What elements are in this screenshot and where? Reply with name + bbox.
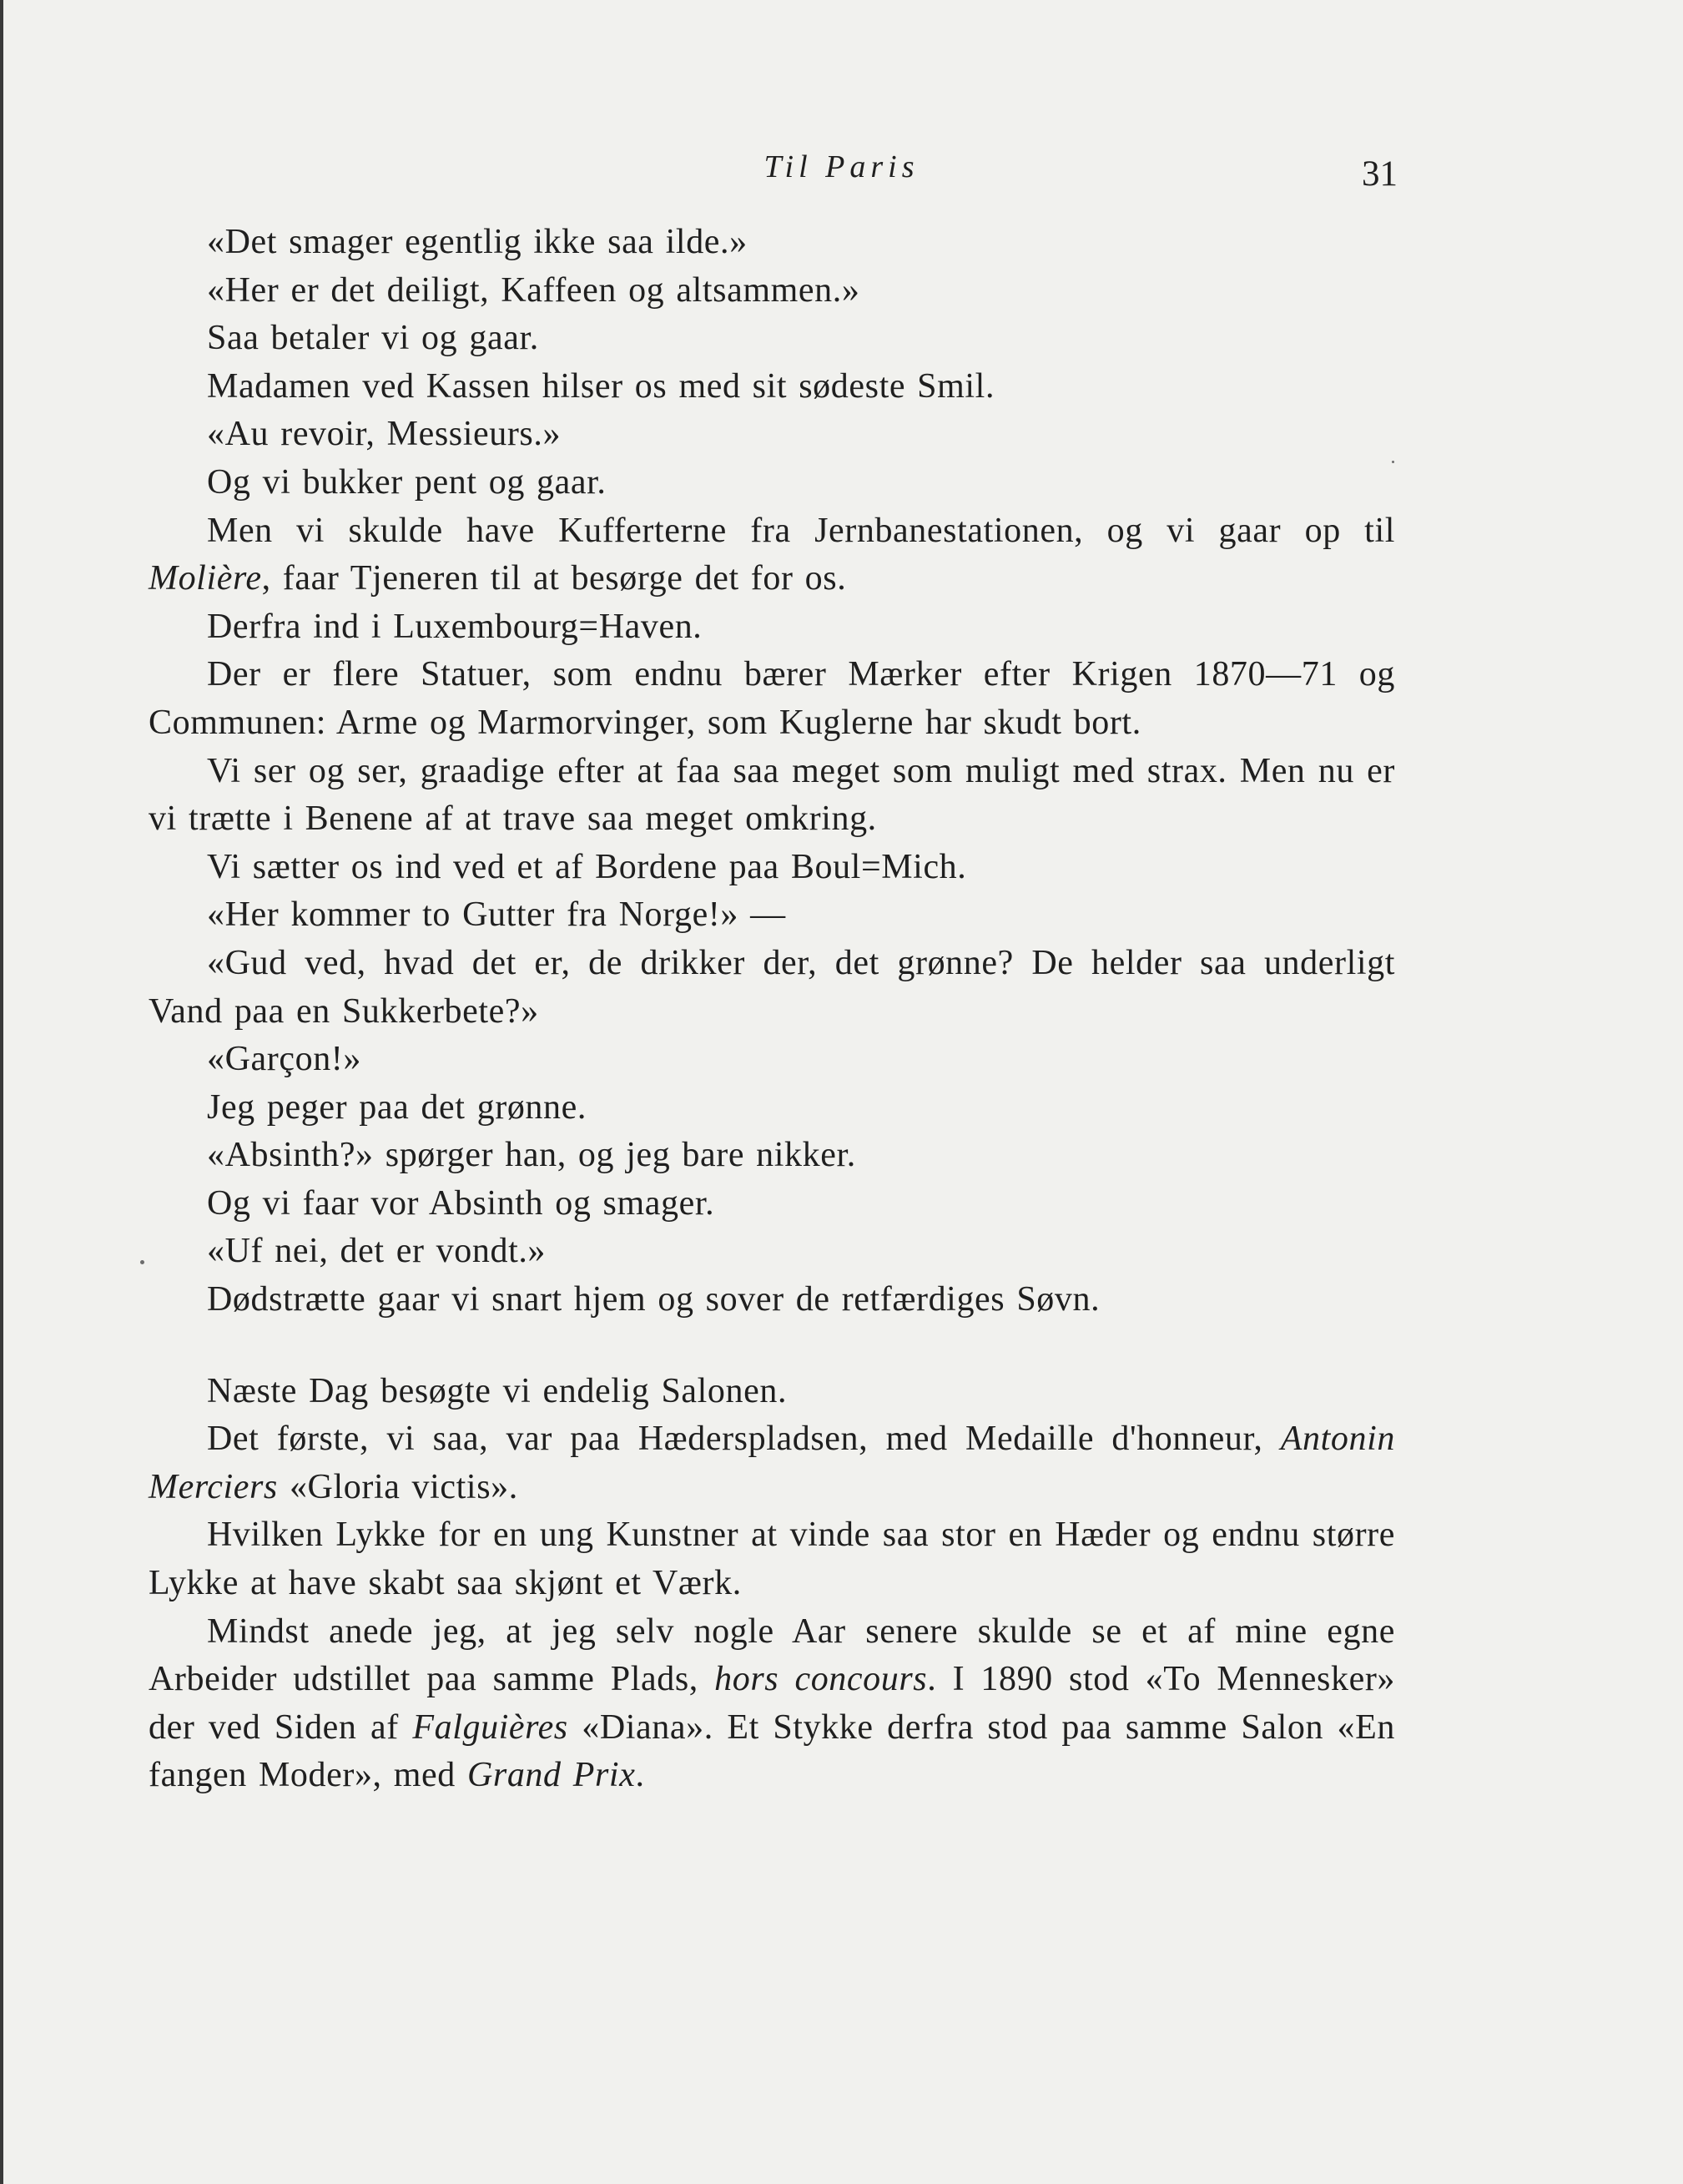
italic-phrase: hors concours	[714, 1660, 928, 1699]
paragraph: Og vi bukker pent og gaar.	[207, 462, 607, 502]
paragraph: Og vi faar vor Absinth og smager.	[207, 1183, 715, 1223]
body-text	[149, 219, 1395, 1800]
paragraph: Derfra ind i Luxembourg=Haven.	[207, 607, 703, 646]
paragraph: Vi ser og ser, graadige efter at faa saa meget som muligt med strax. Men nu er vi trætte i Benene af at trave saa meget omkring.	[149, 751, 1395, 839]
paragraph: «Her er det deiligt, Kaffeen og altsammen.»	[207, 270, 860, 310]
text-run: , faar Tjeneren til at besørge det for os.	[261, 559, 847, 598]
paragraph: «Garçon!»	[207, 1040, 361, 1079]
paragraph: «Au revoir, Messieurs.»	[207, 415, 562, 454]
paragraph: «Her kommer to Gutter fra Norge!» —	[207, 895, 786, 935]
italic-name: Falguières	[412, 1707, 568, 1747]
paragraph: Hvilken Lykke for en ung Kunstner at vinde saa stor en Hæder og endnu større Lykke at have skabt saa skjønt et Værk.	[149, 1516, 1395, 1603]
section-break	[149, 1324, 1395, 1368]
paragraph: «Gud ved, hvad det er, de drikker der, det grønne? De helder saa underligt Vand paa en Sukkerbete?»	[149, 943, 1395, 1031]
print-speck	[1392, 461, 1394, 463]
print-speck	[140, 1260, 144, 1264]
text-run: Mindst anede jeg, at jeg selv nogle Aar senere skulde se et af mine egne Arbeider udstillet paa samme Plads,	[149, 1612, 1395, 1699]
paragraph: Jeg peger paa det grønne.	[207, 1087, 587, 1127]
paragraph: Madamen ved Kassen hilser os med sit sødeste Smil.	[207, 366, 995, 406]
page-edge	[0, 0, 3, 2184]
paragraph: «Uf nei, det er vondt.»	[207, 1232, 547, 1271]
paragraph: Der er flere Statuer, som endnu bærer Mærker efter Krigen 1870—71 og Communen: Arme og Marmorvinger, som Kuglerne har skudt bort.	[149, 655, 1395, 742]
running-title: Til Paris	[763, 149, 920, 184]
text-run: Men vi skulde have Kufferterne fra Jernbanestationen, og vi gaar op til	[207, 511, 1395, 550]
text-run: «Gloria victis».	[277, 1467, 518, 1506]
paragraph: «Det smager egentlig ikke saa ilde.»	[207, 223, 748, 261]
page-number: 31	[1362, 154, 1398, 194]
text-run: «Diana». Et Stykke derfra stod paa samme Salon «En fangen Moder», med	[149, 1707, 1395, 1795]
paragraph: «Absinth?» spørger han, og jeg bare nikker.	[207, 1136, 856, 1175]
paragraph: Dødstrætte gaar vi snart hjem og sover de retfærdiges Søvn.	[207, 1280, 1101, 1319]
text-run: Det første, vi saa, var paa Hæderspladsen, med Medaille d'honneur,	[207, 1420, 1281, 1459]
text-run: . I 1890 stod «To Mennesker» der ved Siden af	[149, 1660, 1396, 1747]
paragraph	[149, 507, 1395, 603]
paragraph: Vi sætter os ind ved et af Bordene paa Boul=Mich.	[207, 847, 967, 886]
text-run: .	[635, 1756, 645, 1795]
italic-name: Antonin Merciers	[149, 1420, 1395, 1506]
paragraph: Næste Dag besøgte vi endelig Salonen.	[207, 1371, 788, 1410]
paragraph	[149, 1415, 1395, 1511]
italic-name: Molière	[149, 559, 262, 598]
italic-phrase: Grand Prix	[466, 1756, 636, 1795]
paragraph: Saa betaler vi og gaar.	[207, 319, 539, 358]
paragraph	[149, 1608, 1395, 1800]
